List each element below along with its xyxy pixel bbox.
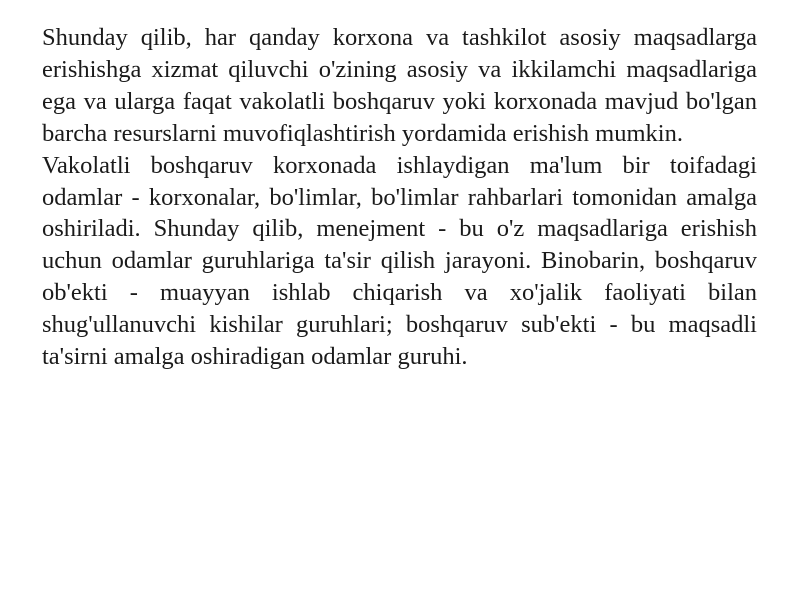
document-body: [42, 22, 757, 373]
paragraph-1: Shunday qilib, har qanday korxona va tashkilot asosiy maqsadlarga erishishga xizmat qiluvchi o'zining asosiy va ikkilamchi maqsadlariga ega va ularga faqat vakolatli boshqaruv yoki korxonada mavjud bo'lgan barcha resurslarni muvofiqlashtirish yordamida erishish mumkin.: [42, 24, 757, 147]
paragraph-2: Vakolatli boshqaruv korxonada ishlaydigan ma'lum bir toifadagi odamlar - korxonalar, bo'limlar, bo'limlar rahbarlari tomonidan amalga oshiriladi. Shunday qilib, menejment - bu o'z maqsadlariga erishish uchun odamlar guruhlariga ta'sir qilish jarayoni. Binobarin, boshqaruv ob'ekti - muayyan ishlab chiqarish va xo'jalik faoliyati bilan shug'ullanuvchi kishilar guruhlari; boshqaruv sub'ekti - bu maqsadli ta'sirni amalga oshiradigan odamlar guruhi.: [42, 151, 757, 371]
